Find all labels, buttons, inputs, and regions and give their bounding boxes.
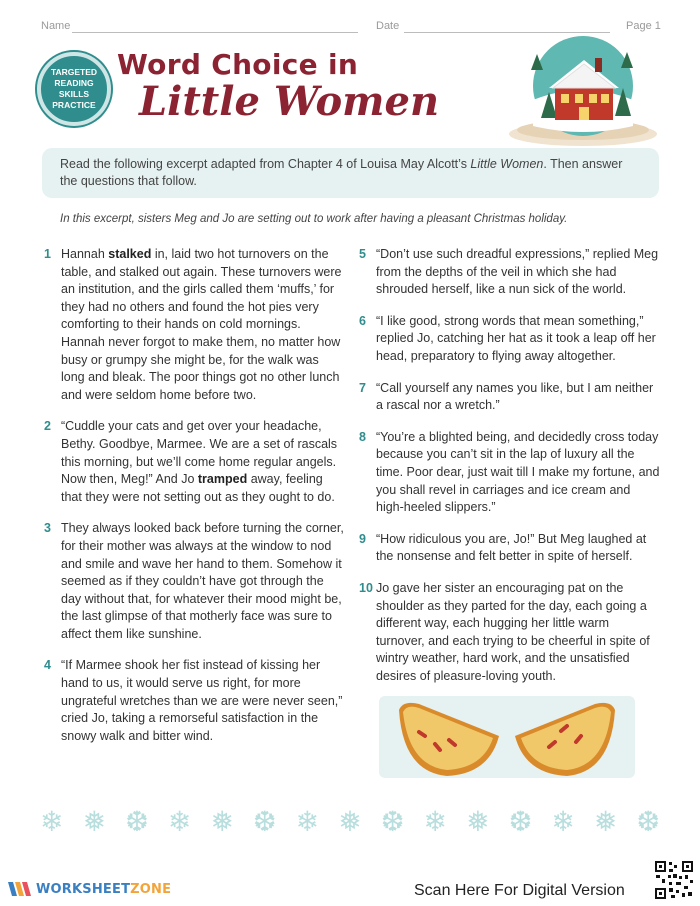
snowflake-icon: ❆ bbox=[253, 805, 277, 838]
turnover-pies-icon bbox=[379, 696, 635, 778]
worksheetzone-logo-icon bbox=[8, 880, 32, 898]
date-label: Date bbox=[376, 20, 400, 32]
paragraph-number: 1 bbox=[44, 247, 51, 261]
paragraph-text: “How ridiculous you are, Jo!” But Meg laughed at the nonsense and felt better in spite of herself. bbox=[376, 531, 647, 564]
snowflake-border bbox=[40, 805, 660, 839]
badge-text: TARGETED READING SKILLS PRACTICE bbox=[50, 67, 98, 110]
paragraph-number: 9 bbox=[359, 531, 366, 546]
paragraph-text: “Call yourself any names you like, but I am neither a rascal nor a wretch.” bbox=[376, 380, 654, 413]
paragraph-number: 7 bbox=[359, 380, 366, 395]
passage-column-left bbox=[44, 246, 344, 759]
snowflake-icon: ❆ bbox=[380, 805, 405, 838]
snowflake-icon: ❆ bbox=[636, 805, 660, 838]
snowflake-icon: ❄ bbox=[423, 805, 447, 838]
paragraph-5 bbox=[359, 246, 661, 299]
paragraph-number: 3 bbox=[44, 521, 51, 536]
snowflake-icon: ❅ bbox=[466, 805, 490, 838]
highlighted-word: tramped bbox=[197, 472, 248, 487]
paragraph-6 bbox=[359, 313, 661, 366]
paragraph-2 bbox=[44, 418, 344, 506]
highlighted-word: stalked bbox=[108, 247, 152, 261]
paragraph-number: 6 bbox=[359, 313, 366, 328]
snowflake-icon: ❅ bbox=[593, 805, 618, 838]
page-title-line2: Little Women bbox=[139, 78, 440, 125]
paragraph-text: They always looked back before turning the corner, for their mother was always at the window to nod and smile and wave her hand to them. Somehow it seemed as if they couldn’t have got through the day without that, for whatever their mood might be, the last glimpse of that motherly face was sure to affect them like sunshine. bbox=[61, 521, 344, 641]
instructions-box bbox=[42, 148, 659, 198]
scan-digital-version-text: Scan Here For Digital Version bbox=[414, 882, 625, 899]
reading-skills-badge bbox=[37, 52, 111, 126]
paragraph-text: “Cuddle your cats and get over your headache, Bethy. Goodbye, Marmee. We are a set of rascals this morning, but we’ll come home regular angels. Now then, Meg!” And Jo bbox=[61, 419, 338, 487]
snow-globe-house-illustration bbox=[503, 30, 663, 148]
paragraph-7 bbox=[359, 380, 661, 415]
book-title: Little Women bbox=[470, 157, 544, 171]
worksheetzone-logo[interactable] bbox=[8, 880, 171, 898]
paragraph-3 bbox=[44, 520, 344, 643]
snowflake-icon: ❆ bbox=[125, 805, 149, 838]
paragraph-text: “You’re a blighted being, and decidedly cross today because you can’t sit in the lap of luxury all the time. Poor dear, just wait till I make my fortune, and you shall revel in carriages and ice cream and high-heeled slippers.” bbox=[376, 429, 660, 515]
paragraph-number: 10 bbox=[359, 580, 373, 595]
snowflake-icon: ❅ bbox=[82, 805, 107, 838]
snowflake-icon: ❅ bbox=[338, 805, 362, 838]
snowflake-icon: ❆ bbox=[508, 805, 533, 838]
paragraph-8 bbox=[359, 429, 661, 517]
instructions-text-end: . Then answer the questions that follow. bbox=[60, 157, 623, 188]
paragraph-number: 4 bbox=[44, 658, 51, 673]
paragraph-text: Hannah bbox=[61, 247, 109, 261]
paragraph-9 bbox=[359, 531, 661, 566]
snowflake-icon: ❄ bbox=[551, 805, 575, 838]
name-label: Name bbox=[41, 20, 71, 32]
passage-column-right bbox=[359, 246, 661, 699]
paragraph-text: “Don’t use such dreadful expressions,” replied Meg from the depths of the veil in which she had shrouded herself, like a nun sick of the world. bbox=[376, 247, 659, 297]
snowflake-icon: ❅ bbox=[210, 805, 234, 838]
turnover-pies-illustration bbox=[379, 696, 635, 778]
paragraph-text-end: in, laid two hot turnovers on the table, and stalked out again. These turnovers were an institution, and the girls called them ‘muffs,’ for they had no others and found the hot pies very comforting to their hands on cold mornings. Hannah never forgot to make them, no matter how busy or grumpy she might be, for the walk was long and bleak. The poor things got no other lunch and were seldom home before two. bbox=[61, 247, 342, 402]
paragraph-text: Jo gave her sister an encouraging pat on the shoulder as they parted for the day, each going a different way, each hugging her little warm turnover, and each trying to be cheerful in spite of wintry weather, hard work, and the unsatisfied desires of pleasure-loving youth. bbox=[376, 580, 650, 683]
name-line[interactable] bbox=[72, 32, 358, 33]
page-title-line1: Word Choice in bbox=[117, 48, 359, 81]
logo-accent-text: ZONE bbox=[130, 881, 172, 897]
snowflake-icon: ❄ bbox=[167, 805, 192, 838]
qr-code-icon[interactable] bbox=[654, 860, 694, 900]
paragraph-10 bbox=[359, 580, 661, 686]
paragraph-4 bbox=[44, 657, 344, 745]
paragraph-text: “If Marmee shook her fist instead of kissing her hand to us, it would serve us right, for more ungrateful wretches than we are were never seen,” cried Jo, taking a remorseful satisfaction in the snowy walk and bitter wind. bbox=[61, 658, 343, 743]
paragraph-1 bbox=[44, 246, 344, 404]
logo-text: WORKSHEET bbox=[36, 881, 131, 897]
page-number: Page 1 bbox=[626, 20, 661, 32]
excerpt-context-note: In this excerpt, sisters Meg and Jo are setting out to work after having a pleasant Christmas holiday. bbox=[60, 213, 568, 225]
snowflake-icon: ❄ bbox=[40, 805, 64, 838]
paragraph-number: 5 bbox=[359, 247, 366, 261]
paragraph-text-end: away, feeling that they were not setting out as they ought to do. bbox=[61, 472, 335, 504]
paragraph-number: 8 bbox=[359, 429, 366, 444]
paragraph-text: “I like good, strong words that mean something,” replied Jo, catching her hat as it took a leap off her head, preparatory to flying away altogether. bbox=[376, 313, 656, 363]
paragraph-number: 2 bbox=[44, 419, 51, 434]
instructions-text: Read the following excerpt adapted from Chapter 4 of Louisa May Alcott’s bbox=[60, 157, 471, 171]
snowflake-icon: ❄ bbox=[295, 805, 320, 838]
